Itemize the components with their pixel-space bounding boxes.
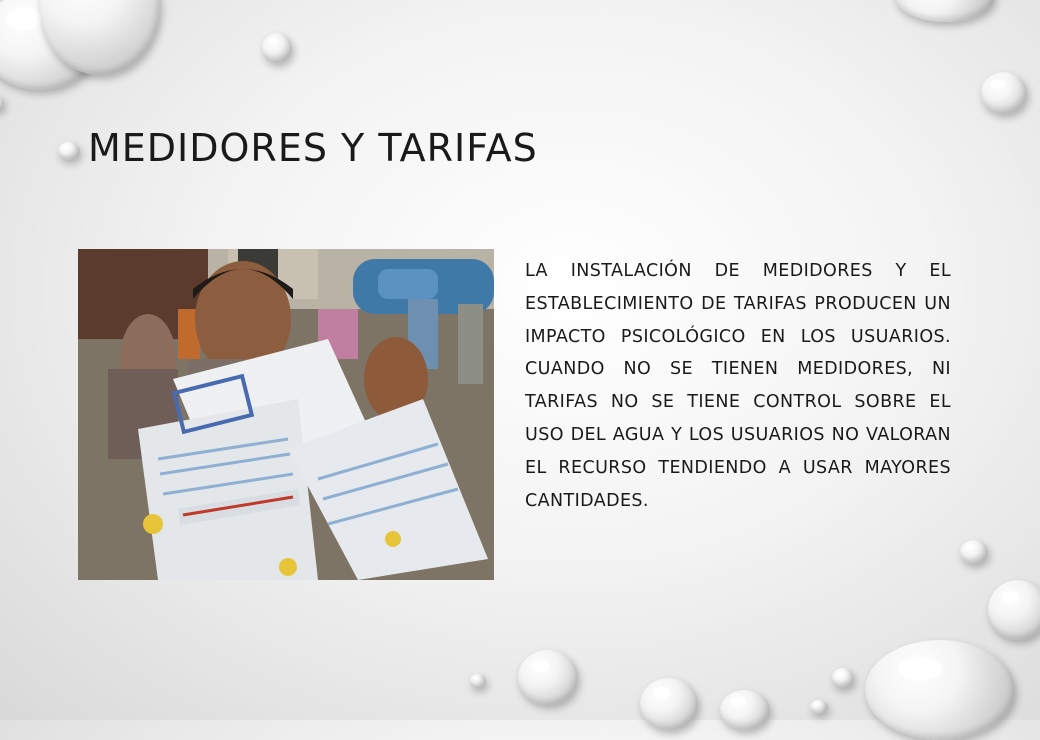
photo-woman-holding-bills bbox=[78, 249, 494, 580]
water-drop-icon bbox=[262, 33, 292, 63]
water-drop-icon bbox=[988, 580, 1040, 640]
slide-body-text: LA INSTALACIÓN DE MEDIDORES Y EL ESTABLECIMIENTO DE TARIFAS PRODUCEN UN IMPACTO PSICOLÓGICO EN LOS USUARIOS. CUANDO NO SE TIENEN MEDIDORES, NI TARIFAS NO SE TIENE CONTROL SOBRE EL USO DEL AGUA Y LOS USUARIOS NO VALORAN EL RECURSO TENDIENDO A USAR MAYORES CANTIDADES. bbox=[525, 261, 951, 511]
water-drop-icon bbox=[895, 0, 995, 22]
water-drop-icon bbox=[518, 650, 578, 705]
water-drop-icon bbox=[960, 540, 988, 564]
water-drop-icon bbox=[720, 690, 770, 730]
water-drop-icon bbox=[810, 700, 828, 714]
title-bullet-drop-icon bbox=[58, 142, 80, 160]
water-drop-icon bbox=[832, 668, 854, 688]
photo-illustration bbox=[78, 249, 494, 580]
water-drop-icon bbox=[640, 678, 698, 730]
water-drop-icon bbox=[981, 72, 1027, 114]
water-drop-icon bbox=[0, 95, 4, 111]
water-drop-icon bbox=[470, 674, 486, 688]
water-drop-icon bbox=[865, 640, 1015, 740]
slide-title: MEDIDORES Y TARIFAS bbox=[88, 126, 538, 170]
